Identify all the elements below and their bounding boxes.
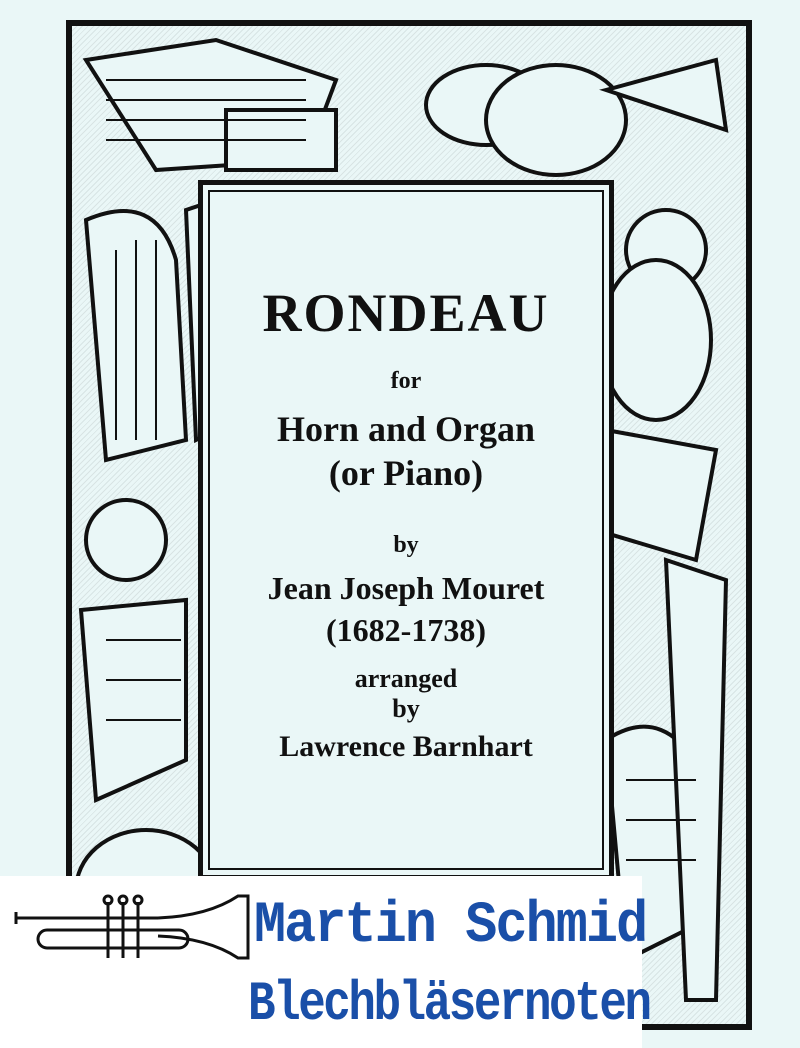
arranged-label: arranged [354,664,458,693]
instrumentation-line1: Horn and Organ [276,409,536,449]
piece-title: RONDEAU [262,283,550,343]
arranger-name: Lawrence Barnhart [279,730,533,763]
publisher-name: Martin Schmid [254,894,647,959]
composer-name: Jean Joseph Mouret [267,570,545,606]
composer-dates: (1682-1738) [326,612,486,648]
for-label: for [390,368,422,394]
instrumentation-line2: (or Piano) [328,453,484,493]
trumpet-icon [8,888,278,978]
arranged-by-label: by [392,694,420,723]
by-label: by [393,532,419,558]
publisher-subtitle: Blechbläsernoten [248,972,650,1036]
